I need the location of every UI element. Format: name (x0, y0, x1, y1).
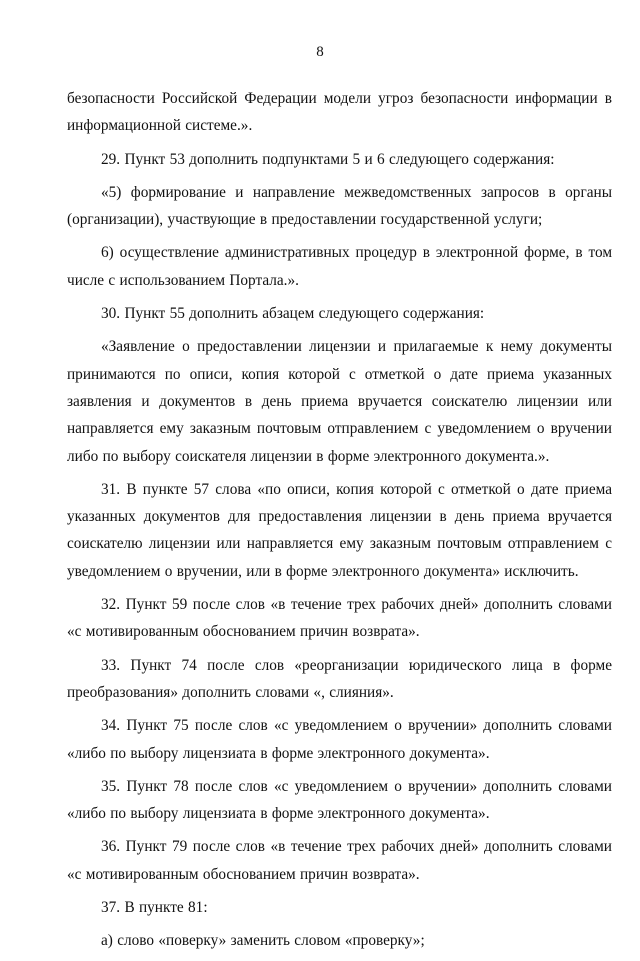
paragraph-continuation: безопасности Российской Федерации модели угроз безопасности информации в информационной системе.». (67, 90, 612, 135)
page-number: 8 (316, 44, 324, 60)
paragraph-item-32: 32. Пункт 59 после слов «в течение трех рабочих дней» дополнить словами «с мотивированным обоснованием причин возврата». (67, 596, 612, 641)
document-body (67, 85, 612, 961)
paragraph-item-35: 35. Пункт 78 после слов «с уведомлением о вручении» дополнить словами «либо по выбору лицензиата в форме электронного документа». (67, 777, 612, 823)
paragraph-item-29: 29. Пункт 53 дополнить подпунктами 5 и 6 следующего содержания: (101, 150, 555, 168)
paragraph-item-34: 34. Пункт 75 после слов «с уведомлением о вручении» дополнить словами «либо по выбору лицензиата в форме электронного документа». (67, 717, 612, 762)
paragraph-item-33: 33. Пункт 74 после слов «реорганизации юридического лица в форме преобразования» дополнить словами «, слияния». (67, 656, 612, 701)
paragraph-subitem-5: «5) формирование и направление межведомственных запросов в органы (организации), участвующие в предоставлении государственной услуги; (67, 183, 612, 229)
paragraph-subitem-a: а) слово «поверку» заменить словом «проверку»; (101, 932, 425, 950)
paragraph-item-37: 37. В пункте 81: (101, 899, 208, 917)
paragraph-subitem-6: 6) осуществление административных процедур в электронной форме, в том числе с использованием Портала.». (67, 244, 612, 289)
paragraph-item-30: 30. Пункт 55 дополнить абзацем следующего содержания: (101, 305, 485, 323)
paragraph-quoted-statement: «Заявление о предоставлении лицензии и прилагаемые к нему документы принимаются по описи, копия которой с отметкой о дате приема указанных заявления и документов в день приема вручается соискателю лицензии или направляется ему заказным почтовым отправлением с уведомлением о вручении либо по выбору соискателя лицензии в форме электронного документа.». (67, 338, 612, 465)
paragraph-item-36: 36. Пункт 79 после слов «в течение трех рабочих дней» дополнить словами «с мотивированным обоснованием причин возврата». (67, 838, 612, 883)
paragraph-item-31: 31. В пункте 57 слова «по описи, копия которой с отметкой о дате приема указанных документов для предоставления лицензии в день приема вручается соискателю лицензии или направляется ему заказным почтовым отправлением с уведомлением о вручении, или в форме электронного документа» исключить. (67, 480, 612, 580)
